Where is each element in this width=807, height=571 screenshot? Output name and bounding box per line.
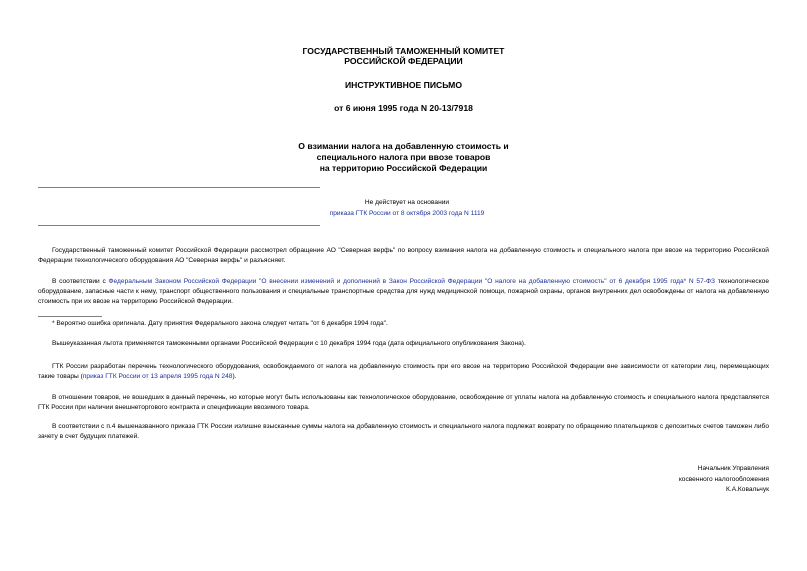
paragraph-2-start: В соответствии с [52, 278, 109, 285]
document-type: ИНСТРУКТИВНОЕ ПИСЬМО [344, 80, 463, 90]
subject-line-1: О взимании налога на добавленную стоимость и [298, 141, 509, 151]
document-date-number: от 6 июня 1995 года N 20-13/7918 [334, 103, 473, 113]
paragraph-4 [38, 362, 769, 382]
paragraph-2-end: технологическое оборудование, запасные части к нему, транспорт общественного пользования и специальные транспортные средства для нужд медицинской помощи, пожарной охраны, органов внутренних дел освобождены от налога на добавленную стоимость при их ввозе на территорию Российской Федерации. [38, 278, 769, 306]
paragraph-1: Государственный таможенный комитет Российской Федерации рассмотрел обращение АО "Северная верфь" по вопросу взимания налога на добавленную стоимость и специального налога при ввозе на территорию Российской Федерации технологического оборудования АО "Северная верфь" и разъясняет. [38, 247, 769, 265]
paragraph-4-start: ГТК России разработан перечень технологического оборудования, освобождаемого от налога на добавленную стоимость при его ввозе на территорию Российской Федерации вне зависимости от категории лиц, перемещающих такие товары ( [38, 363, 769, 381]
paragraph-3: Вышеуказанная льгота применяется таможенными органами Российской Федерации с 10 декабря 1994 года (дата официального опубликования Закона). [52, 340, 526, 347]
subject-line-3: на территорию Российской Федерации [319, 163, 488, 173]
signature-title: Начальник Управления [697, 465, 769, 472]
signature-block [569, 464, 769, 496]
issuer-line-2: РОССИЙСКОЙ ФЕДЕРАЦИИ [344, 56, 463, 66]
federal-law-link[interactable]: Федеральным Законом Российской Федерации "О внесении изменений и дополнений в Закон Российской Федерации "О налоге на добавленную стоимость" от 6 декабря 1995 года* N 57-ФЗ [108, 278, 715, 285]
order-248-link[interactable]: приказ ГТК России от 13 апреля 1995 года N 248 [82, 373, 233, 381]
status-text: Не действует на основании [364, 199, 450, 206]
signature-department: косвенного налогообложения [678, 475, 769, 483]
subject-line-2: специального налога при ввозе товаров [316, 152, 491, 162]
paragraph-5: В отношении товаров, не вошедших в данный перечень, но которые могут быть использованы как технологическое оборудование, освобождение от уплаты налога на добавленную стоимость и специального налога представляется ГТК России при наличии внешнеторгового контракта и спецификации ввозимого товара. [38, 394, 769, 412]
status-rule-bottom [38, 225, 320, 226]
paragraph-4-end: ). [232, 373, 237, 381]
paragraph-6: В соответствии с п.4 вышеназванного приказа ГТК России излишне взысканные суммы налога на добавленную стоимость и специального налога подлежат возврату по обращению плательщиков с депозитных счетов таможен либо зачету в счет будущих платежей. [38, 423, 769, 441]
status-rule-top [38, 187, 320, 188]
footnote: * Вероятно ошибка оригинала. Дату принятия Федерального закона следует читать "от 6 декабря 1994 года". [52, 320, 388, 327]
issuer-line-1: ГОСУДАРСТВЕННЫЙ ТАМОЖЕННЫЙ КОМИТЕТ [302, 46, 505, 56]
footnote-rule [38, 316, 102, 317]
status-link[interactable]: приказа ГТК России от 8 октября 2003 года N 1119 [329, 210, 485, 217]
signature-name: К.А.Ковальчук [726, 486, 769, 493]
status-link-wrap [207, 209, 607, 219]
paragraph-2 [38, 277, 769, 308]
